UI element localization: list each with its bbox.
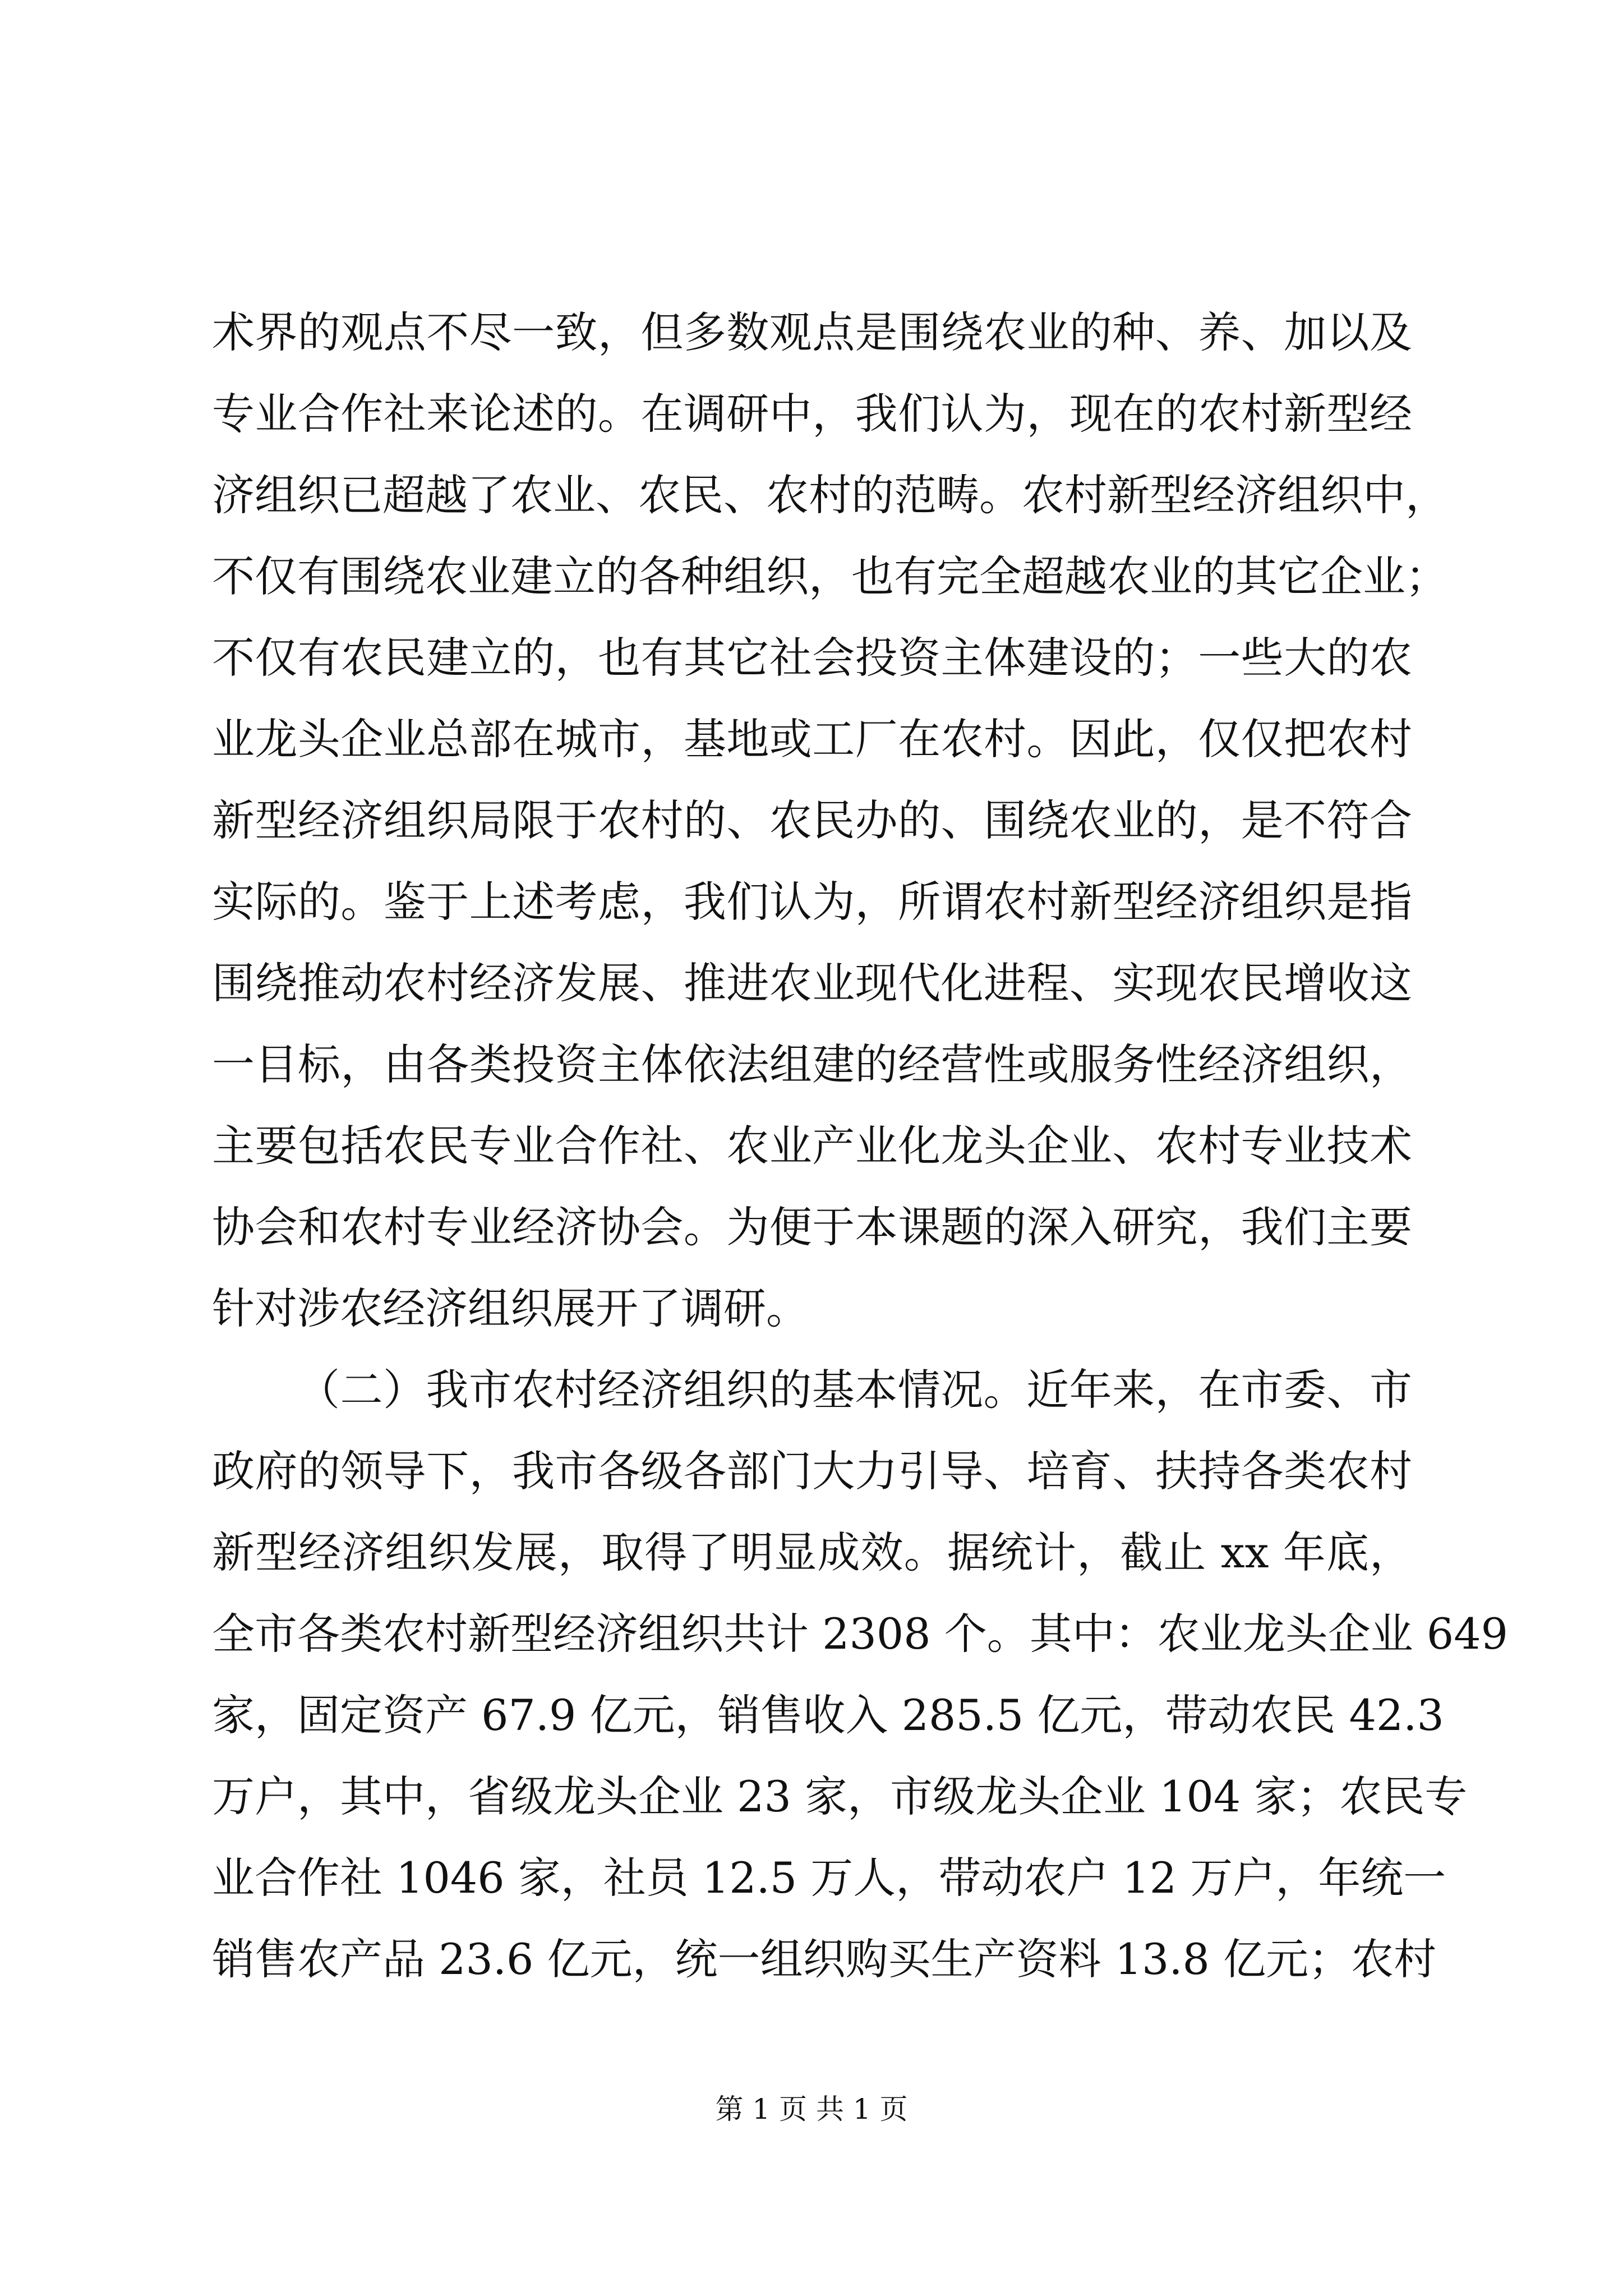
text-line: 新型经济组织发展，取得了明显成效。据统计，截止 xx 年底， (212, 1527, 1412, 1577)
text-line: 家，固定资产 67.9 亿元，销售收入 285.5 亿元，带动农民 42.3 (212, 1690, 1444, 1740)
text-line: 针对涉农经济组织展开了调研。 (212, 1283, 809, 1333)
text-line: 业龙头企业总部在城市，基地或工厂在农村。因此，仅仅把农村 (212, 714, 1412, 764)
body-text (212, 292, 1508, 2000)
text-line: 协会和农村专业经济协会。为便于本课题的深入研究，我们主要 (212, 1202, 1412, 1252)
text-line: 专业合作社来论述的。在调研中，我们认为，现在的农村新型经 (212, 389, 1412, 439)
text-line: 济组织已超越了农业、农民、农村的范畴。农村新型经济组织中， (212, 470, 1448, 520)
page-footer: 第 1 页 共 1 页 (715, 2093, 908, 2125)
text-line: 一目标，由各类投资主体依法组建的经营性或服务性经济组织， (212, 1039, 1412, 1089)
text-line: 不仅有农民建立的，也有其它社会投资主体建设的；一些大的农 (212, 633, 1412, 683)
text-line: 主要包括农民专业合作社、农业产业化龙头企业、农村专业技术 (212, 1121, 1412, 1171)
text-line: 政府的领导下，我市各级各部门大力引导、培育、扶持各类农村 (212, 1446, 1412, 1496)
text-line: 销售农产品 23.6 亿元，统一组织购买生产资料 13.8 亿元；农村 (212, 1934, 1437, 1984)
text-line: 全市各类农村新型经济组织共计 2308 个。其中：农业龙头企业 649 (212, 1609, 1508, 1659)
text-line: 术界的观点不尽一致，但多数观点是围绕农业的种、养、加以及 (212, 307, 1412, 357)
text-line: （二）我市农村经济组织的基本情况。近年来，在市委、市 (297, 1365, 1412, 1415)
text-line: 业合作社 1046 家，社员 12.5 万人，带动农户 12 万户，年统一 (212, 1853, 1446, 1903)
text-line: 万户，其中，省级龙头企业 23 家，市级龙头企业 104 家；农民专 (212, 1772, 1468, 1821)
text-line: 围绕推动农村经济发展、推进农业现代化进程、实现农民增收这 (212, 958, 1412, 1008)
paragraph-1 (212, 292, 1448, 1349)
text-line: 实际的。鉴于上述考虑，我们认为，所谓农村新型经济组织是指 (212, 877, 1412, 927)
paragraph-2 (212, 1349, 1508, 2000)
text-line: 新型经济组织局限于农村的、农民办的、围绕农业的，是不符合 (212, 795, 1412, 845)
text-line: 不仅有围绕农业建立的各种组织，也有完全超越农业的其它企业； (212, 551, 1448, 601)
